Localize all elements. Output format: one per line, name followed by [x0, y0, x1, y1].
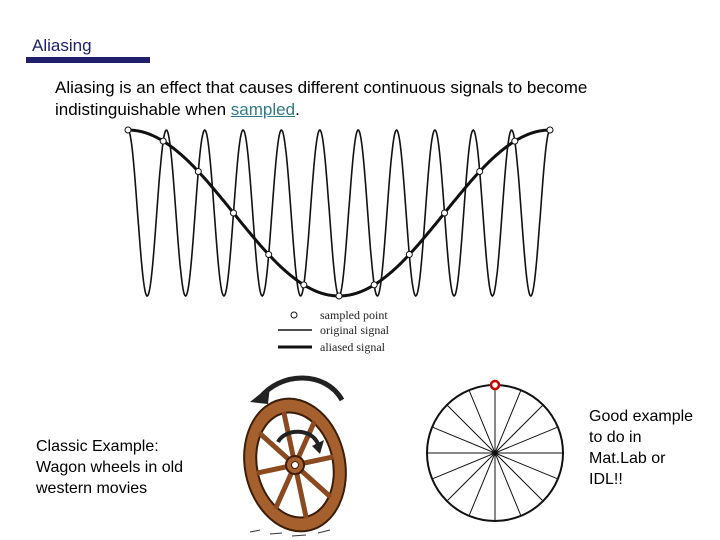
- title-underline-rule: [26, 57, 150, 63]
- sampled-point: [371, 282, 377, 288]
- slide-title: Aliasing: [32, 36, 92, 55]
- sampled-point: [301, 282, 307, 288]
- sampled-point: [125, 127, 131, 133]
- definition-paragraph: [55, 77, 675, 121]
- caption-left-line-3: western movies: [36, 480, 148, 497]
- definition-term: Aliasing: [55, 78, 115, 97]
- sampled-link[interactable]: sampled: [230, 100, 296, 119]
- sampled-points: [125, 127, 553, 299]
- wheel-marker-dot: [491, 381, 499, 389]
- definition-period: .: [295, 100, 300, 119]
- legend-aliased-signal-label: aliased signal: [320, 340, 385, 354]
- caption-right-line-4: IDL!!: [589, 471, 623, 488]
- sampled-point: [442, 210, 448, 216]
- caption-right-line-1: Good example: [589, 408, 694, 425]
- sampled-point: [547, 127, 553, 133]
- wagon-wheel: [232, 389, 358, 540]
- rotation-arrow-icon: [260, 378, 342, 400]
- definition-text: is an effect that causes different continuous signals to become indistinguishable when: [55, 78, 588, 119]
- aliasing-signal-figure: [110, 118, 570, 363]
- legend-original-signal-label: original signal: [320, 323, 389, 337]
- sampled-point: [336, 293, 342, 299]
- rotation-arrowhead-icon: [250, 386, 270, 404]
- sampled-point: [512, 138, 518, 144]
- spoked-wheel-diagram: [420, 375, 570, 535]
- sampled-point: [477, 169, 483, 175]
- caption-left-line-1: Classic Example:: [36, 438, 159, 455]
- original-signal-curve: [128, 130, 550, 296]
- legend-sampled-point-label: sampled point: [320, 308, 388, 322]
- matlab-example-caption: [589, 406, 714, 490]
- sampled-point: [266, 252, 272, 258]
- caption-right-line-2: to do in: [589, 429, 642, 446]
- wheel-diagram-spokes: [428, 386, 562, 520]
- wagon-wheel-caption: [36, 436, 226, 499]
- caption-left-line-2: Wagon wheels in old: [36, 459, 184, 476]
- legend-sampled-point-marker: [291, 312, 297, 318]
- caption-right-line-3: Mat.Lab or: [589, 450, 666, 467]
- wagon-wheel-illustration: [230, 370, 360, 540]
- sampled-point: [406, 252, 412, 258]
- sampled-point: [231, 210, 237, 216]
- sampled-point: [195, 169, 201, 175]
- sampled-point: [160, 138, 166, 144]
- aliased-signal-curve: [128, 130, 550, 296]
